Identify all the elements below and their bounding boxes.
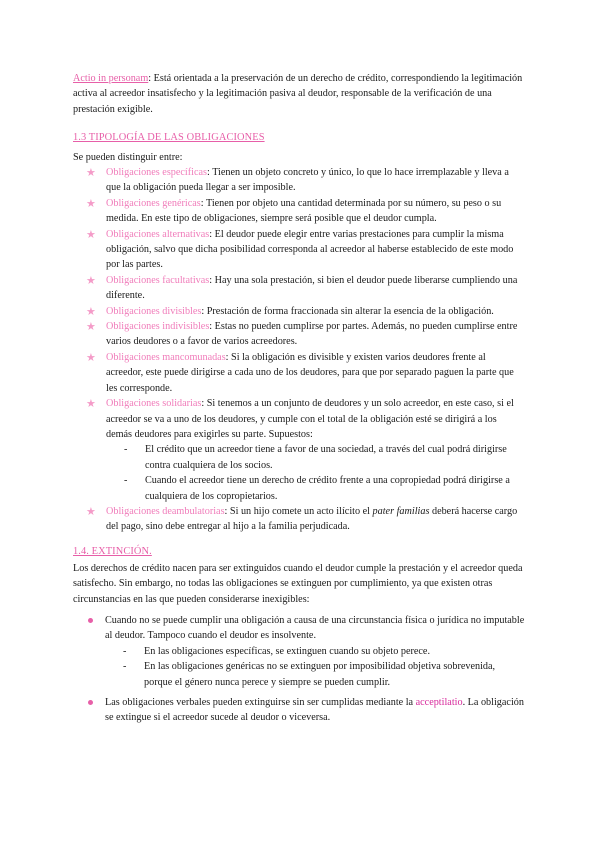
- list-item: [86, 504, 525, 535]
- case-text: En las obligaciones específicas, se extinguen cuando su objeto perece.: [144, 645, 430, 657]
- intro-label: Actio in personam: [73, 73, 149, 84]
- section-13-title: 1.3 TIPOLOGÍA DE LAS OBLIGACIONES: [73, 132, 265, 143]
- type-text: : Hay una sola prestación, si bien el deudor puede liberarse cumpliendo una diferente.: [106, 274, 518, 302]
- type-text: : Estas no pueden cumplirse por partes. Además, no pueden cumplirse entre varios deudores o a favor de varios acreedores.: [106, 321, 518, 348]
- case-text: El crédito que un acreedor tiene a favor de una sociedad, a través del cual podrá dirigirse contra cualquiera de los socios.: [145, 444, 507, 471]
- acceptilatio-term: acceptilatio: [415, 697, 463, 708]
- type-label: Obligaciones indivisibles: [106, 321, 210, 333]
- list-item: [86, 613, 525, 690]
- list-item: [86, 196, 525, 227]
- star-icon: ★: [86, 397, 96, 411]
- bullet-dot-icon: [88, 618, 93, 623]
- type-text: : Si tenemos a un conjunto de deudores y un solo acreedor, en este caso, si el acreedor se va a uno de los deudores, y cumple con el total de la obligación esté se dirigirá a los demás deudores para exigirles su parte. Supuestos:: [106, 398, 514, 440]
- case-item: [105, 659, 525, 690]
- bullet-text: Las obligaciones verbales pueden extinguirse sin ser cumplidas mediante la: [105, 697, 416, 708]
- list-item: [86, 273, 525, 304]
- type-text: : Tienen un objeto concreto y único, lo que lo hace irremplazable y lleva a que la obligación pueda llegar a ser imposible.: [106, 167, 509, 194]
- star-icon: ★: [86, 504, 96, 518]
- dash-marker: -: [124, 444, 128, 456]
- obligation-types-list: [86, 165, 525, 535]
- list-item: [86, 165, 525, 196]
- type-label: Obligaciones solidarias: [106, 398, 202, 410]
- list-item: [86, 396, 525, 504]
- list-item: [86, 227, 525, 273]
- type-label: Obligaciones genéricas: [106, 197, 201, 209]
- type-label: Obligaciones alternativas: [106, 228, 210, 240]
- star-icon: ★: [86, 304, 96, 318]
- case-item: [105, 644, 525, 659]
- case-text: Cuando el acreedor tiene un derecho de crédito frente a una copropiedad podrá dirigirse a cualquiera de los copropietarios.: [145, 475, 510, 502]
- type-text: : Prestación de forma fraccionada sin alterar la esencia de la obligación.: [201, 305, 494, 317]
- section-14-title: 1.4. EXTINCIÓN.: [73, 546, 152, 557]
- dash-marker: -: [123, 661, 127, 673]
- type-label: Obligaciones deambulatorias: [106, 505, 225, 517]
- bullet-dot-icon: [88, 700, 93, 705]
- type-label: Obligaciones específicas: [106, 167, 207, 178]
- bullet-text-after: . La obligación se extingue si el acreedor sucede al deudor o viceversa.: [105, 697, 524, 724]
- extinction-list-1: [86, 613, 525, 690]
- star-icon: ★: [86, 196, 96, 210]
- bullet-text: Cuando no se puede cumplir una obligación a causa de una circunstancia física o jurídica no imputable al deudor. Tampoco cuando el deudor es insolvente.: [105, 615, 525, 642]
- star-icon: ★: [86, 227, 96, 241]
- type-text: : El deudor puede elegir entre varias prestaciones para cumplir la misma obligación, salvo que dicha posibilidad corresponda al acreedor al haberse establecido de este modo por las partes.: [106, 228, 514, 271]
- type-label: Obligaciones mancomunadas: [106, 351, 226, 363]
- section-14-lead: Los derechos de crédito nacen para ser extinguidos cuando el deudor cumple la prestación y el acreedor queda satisfecho. Sin embargo, no todas las obligaciones se extinguen por cumplimiento, ya que existen otras circunstancias en las que pueden considerarse inexigibles:: [73, 563, 523, 605]
- dash-marker: -: [123, 645, 127, 657]
- list-item: [86, 695, 525, 726]
- italic-term: pater familias: [372, 505, 430, 517]
- list-item: [86, 304, 525, 319]
- star-icon: ★: [86, 166, 96, 179]
- type-text: : Si la obligación es divisible y existen varios deudores frente al acreedor, este puede dirigirse a cada uno de los deudores, para que por separado paguen la parte que les corresponde.: [106, 351, 514, 394]
- section-13-lead: Se pueden distinguir entre:: [73, 152, 183, 163]
- dash-marker: -: [124, 475, 128, 487]
- type-text: : Tienen por objeto una cantidad determinada por su número, su peso o su medida. En este tipo de obligaciones, siempre será posible que el deudor cumpla.: [106, 197, 502, 225]
- star-icon: ★: [86, 273, 96, 287]
- type-text-after: deberá hacerse cargo del pago, sino debe entregar al hijo a la familia perjudicada.: [106, 505, 518, 533]
- extinction-subcases: [105, 644, 525, 690]
- type-label: Obligaciones facultativas: [106, 274, 210, 286]
- list-item: [86, 319, 525, 350]
- type-text: : Si un hijo comete un acto ilícito el: [224, 505, 373, 517]
- intro-text: : Está orientada a la preservación de un derecho de crédito, correspondiendo la legitimación activa al acreedor insatisfecho y la legitimación pasiva al deudor, responsable de la verificación de una prestación exigible.: [73, 73, 523, 115]
- case-item: [106, 442, 525, 473]
- case-text: En las obligaciones genéricas no se extinguen por imposibilidad objetiva sobrevenida, porque el género nunca perece y siempre se pueden cumplir.: [144, 661, 496, 688]
- list-item: [86, 350, 525, 396]
- solidarias-cases: [106, 442, 525, 504]
- star-icon: ★: [86, 350, 96, 364]
- intro-paragraph: [73, 71, 525, 117]
- extinction-list-2: [86, 695, 525, 726]
- case-item: [106, 473, 525, 504]
- type-label: Obligaciones divisibles: [106, 305, 202, 317]
- star-icon: ★: [86, 320, 96, 334]
